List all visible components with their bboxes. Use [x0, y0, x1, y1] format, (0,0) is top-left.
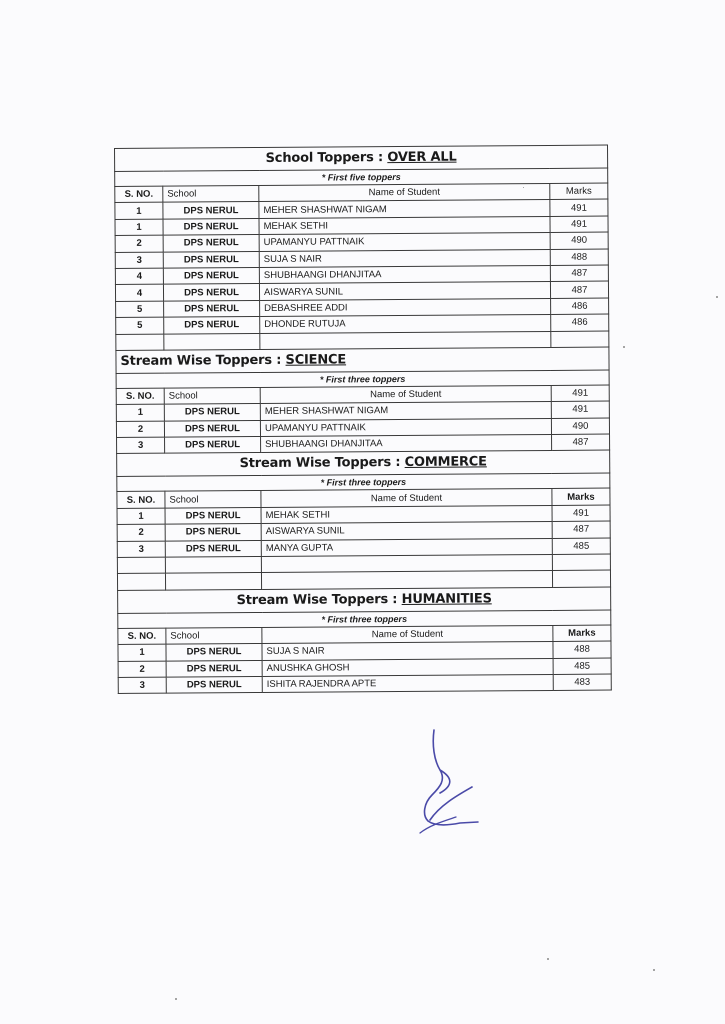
marks-cell: 487 — [551, 434, 609, 451]
rank-cell: 5 — [116, 317, 164, 334]
school-cell: DPS NERUL — [163, 202, 259, 219]
header-school: School — [166, 627, 262, 644]
student-name-cell: UPAMANYU PATTNAIK — [259, 233, 550, 251]
overall-title: School Toppers : OVER ALL — [115, 145, 608, 171]
marks-cell: 487 — [550, 281, 608, 298]
marks-cell: 490 — [550, 232, 608, 249]
marks-cell: 486 — [551, 314, 609, 331]
school-cell: DPS NERUL — [163, 267, 259, 284]
header-school: School — [165, 491, 261, 508]
science-subtitle: * First three toppers — [116, 370, 609, 388]
rank-cell: 5 — [116, 301, 164, 318]
student-name-cell: DHONDE RUTUJA — [260, 315, 551, 333]
marks-cell: 488 — [553, 641, 611, 658]
marks-cell: 486 — [551, 298, 609, 315]
student-name-cell: MEHER SHASHWAT NIGAM — [260, 402, 551, 420]
school-cell: DPS NERUL — [163, 218, 259, 235]
humanities-title: Stream Wise Toppers : HUMANITIES — [118, 587, 611, 613]
school-cell: DPS NERUL — [166, 660, 262, 677]
school-cell: DPS NERUL — [165, 540, 261, 557]
header-marks: 491 — [551, 385, 609, 402]
student-name-cell: ANUSHKA GHOSH — [262, 658, 553, 676]
rank-cell: 3 — [115, 252, 163, 269]
rank-cell: 2 — [116, 421, 164, 438]
signature-image — [410, 725, 490, 840]
table-row — [118, 674, 611, 694]
rank-cell: 3 — [118, 677, 166, 694]
rank-cell: 3 — [117, 541, 165, 558]
marks-cell: 491 — [552, 505, 610, 522]
rank-cell: 2 — [118, 661, 166, 678]
science-title: Stream Wise Toppers : SCIENCE — [116, 347, 609, 373]
rank-cell: 2 — [117, 524, 165, 541]
student-name-cell: MEHER SHASHWAT NIGAM — [259, 200, 550, 218]
header-marks: Marks — [552, 489, 610, 506]
student-name-cell: UPAMANYU PATTNAIK — [260, 418, 551, 436]
rank-cell: 1 — [117, 508, 165, 525]
header-sno: S. NO. — [116, 388, 164, 405]
marks-cell: 487 — [552, 521, 610, 538]
student-name-cell: ISHITA RAJENDRA APTE — [262, 674, 553, 692]
header-sno: S. NO. — [115, 186, 163, 203]
overall-subtitle: * First five toppers — [115, 168, 608, 186]
marks-cell: 488 — [550, 249, 608, 266]
student-name-cell: MANYA GUPTA — [261, 538, 552, 556]
header-school: School — [164, 387, 260, 404]
rank-cell: 4 — [115, 285, 163, 302]
student-name-cell: SHUBHAANGI DHANJITAA — [261, 435, 552, 453]
toppers-document — [114, 145, 612, 695]
student-name-cell: AISWARYA SUNIL — [261, 522, 552, 540]
marks-cell: 491 — [550, 199, 608, 216]
school-cell: DPS NERUL — [164, 317, 260, 334]
marks-cell: 491 — [550, 216, 608, 233]
marks-cell: 491 — [551, 401, 609, 418]
school-cell: DPS NERUL — [164, 300, 260, 317]
student-name-cell: MEHAK SETHI — [259, 216, 550, 234]
school-cell: DPS NERUL — [163, 235, 259, 252]
rank-cell: 4 — [115, 268, 163, 285]
student-name-cell: SUJA S NAIR — [262, 642, 553, 660]
humanities-subtitle: * First three toppers — [118, 610, 611, 628]
header-name: Name of Student — [259, 183, 550, 201]
header-name: Name of Student — [262, 625, 553, 643]
header-name: Name of Student — [260, 385, 551, 403]
rank-cell: 1 — [115, 219, 163, 236]
marks-cell: 487 — [550, 265, 608, 282]
header-sno: S. NO. — [118, 628, 166, 645]
header-sno: S. NO. — [117, 492, 165, 509]
header-school: School — [163, 185, 259, 202]
student-name-cell: SUJA S NAIR — [259, 249, 550, 267]
school-cell: DPS NERUL — [166, 644, 262, 661]
marks-cell: 485 — [553, 658, 611, 675]
rank-cell: 1 — [116, 404, 164, 421]
header-name: Name of Student — [261, 489, 552, 507]
school-cell: DPS NERUL — [163, 284, 259, 301]
header-marks: Marks — [550, 183, 608, 200]
school-cell: DPS NERUL — [164, 420, 260, 437]
rank-cell: 2 — [115, 235, 163, 252]
school-cell: DPS NERUL — [164, 404, 260, 421]
student-name-cell: SHUBHAANGI DHANJITAA — [259, 265, 550, 283]
rank-cell: 1 — [118, 644, 166, 661]
header-marks: Marks — [553, 625, 611, 642]
commerce-subtitle: * First three toppers — [117, 474, 610, 492]
toppers-table — [114, 145, 612, 695]
rank-cell: 3 — [117, 437, 165, 454]
school-cell: DPS NERUL — [165, 507, 261, 524]
student-name-cell: MEHAK SETHI — [261, 505, 552, 523]
rank-cell: 1 — [115, 203, 163, 220]
marks-cell: 490 — [551, 418, 609, 435]
student-name-cell: AISWARYA SUNIL — [259, 282, 550, 300]
marks-cell: 483 — [553, 674, 611, 691]
marks-cell: 485 — [552, 538, 610, 555]
student-name-cell: DEBASHREE ADDI — [260, 298, 551, 316]
school-cell: DPS NERUL — [165, 524, 261, 541]
school-cell: DPS NERUL — [165, 437, 261, 454]
school-cell: DPS NERUL — [163, 251, 259, 268]
school-cell: DPS NERUL — [166, 676, 262, 693]
commerce-title: Stream Wise Toppers : COMMERCE — [117, 451, 610, 477]
